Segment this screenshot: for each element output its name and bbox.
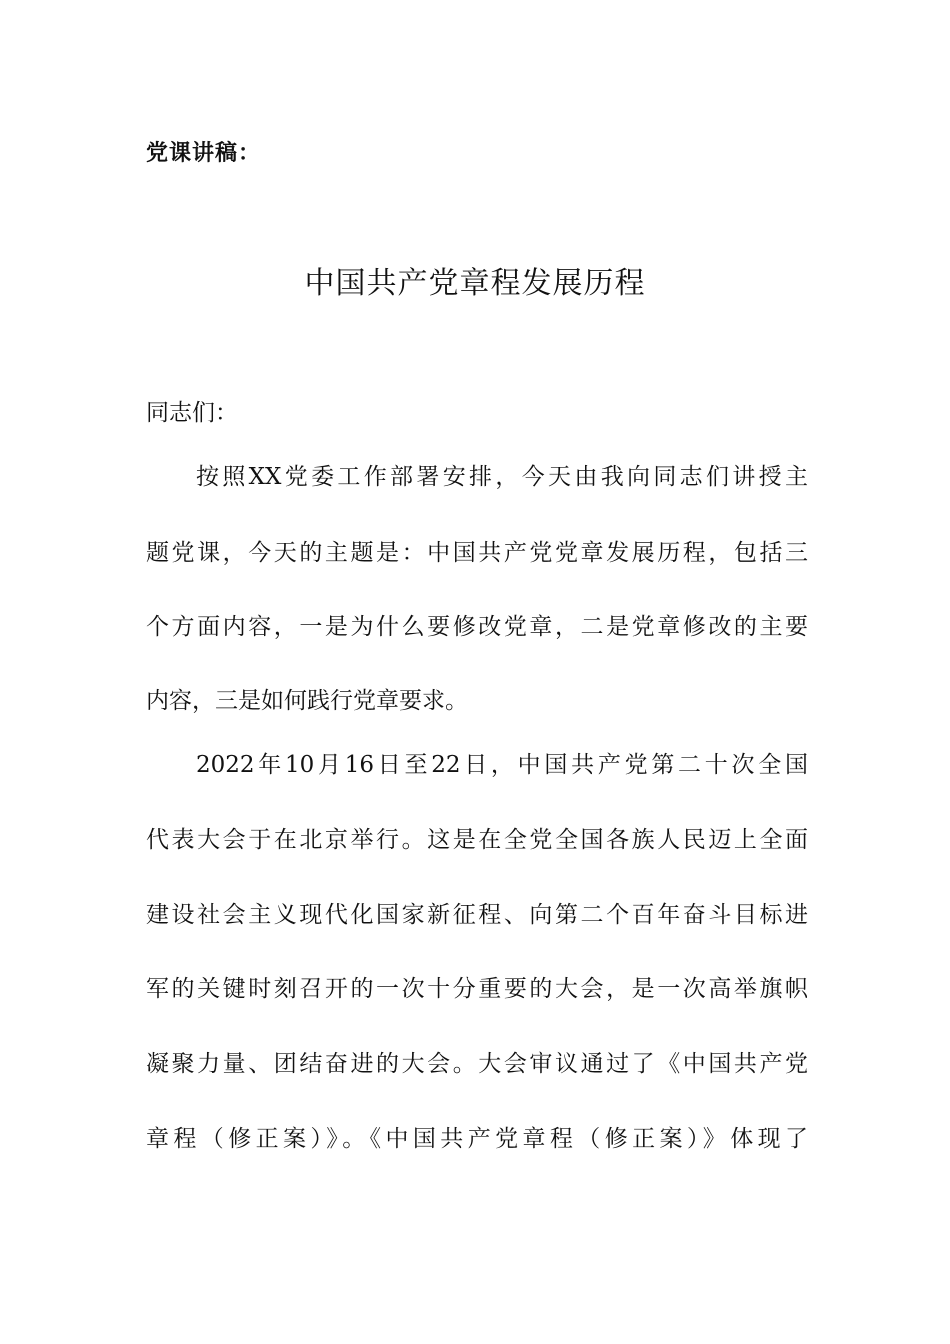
paragraph-1-line: 题党课，今天的主题是：中国共产党党章发展历程，包括三 [146,540,808,566]
paragraph-2-line: 章程（修正案）》。《中国共产党章程（修正案）》体现了 [146,1126,808,1152]
greeting: 同志们： [146,400,238,426]
paragraph-2-line: 建设社会主义现代化国家新征程、向第二个百年奋斗目标进 [146,902,808,928]
paragraph-2-line: 代表大会于在北京举行。这是在全党全国各族人民迈上全面 [146,827,808,853]
paragraph-2-line: 2022年10月16日至22日，中国共产党第二十次全国 [196,752,808,778]
document-title: 中国共产党章程发展历程 [304,266,646,301]
document-label: 党课讲稿： [146,141,262,166]
paragraph-1-line: 内容，三是如何践行党章要求。 [146,688,468,714]
paragraph-1-line: 个方面内容，一是为什么要修改党章，二是党章修改的主要 [146,614,808,640]
paragraph-2-line: 军的关键时刻召开的一次十分重要的大会，是一次高举旗帜 [146,976,808,1002]
paragraph-1-line: 按照XX党委工作部署安排，今天由我向同志们讲授主 [196,464,808,490]
paragraph-2-line: 凝聚力量、团结奋进的大会。大会审议通过了《中国共产党 [146,1051,808,1077]
